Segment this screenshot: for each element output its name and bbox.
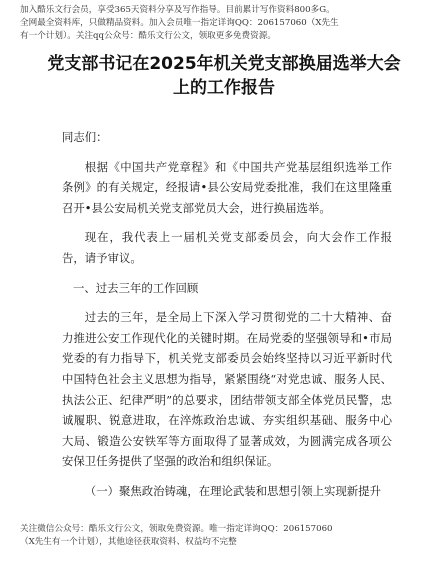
header-notice-line: 全网最全资料库，只做精品资料。加入会员唯一指定详询QQ：206157060（X先生 xyxy=(20,18,339,28)
greeting: 同志们： xyxy=(62,130,108,144)
document-title xyxy=(20,52,428,100)
body-paragraph: 根据《中国共产党章程》和《中国共产党基层组织选举工作条例》的有关规定，经报请•县公安局党委批准，我们在这里隆重召开•县公安局机关党支部党员大会，进行换届选举。 xyxy=(62,159,392,215)
header-notice xyxy=(20,4,432,43)
document-body xyxy=(62,127,392,502)
footer-notice-line: （X先生有一个计划），其他途径获取资料、权益均不完整 xyxy=(20,537,237,547)
title-line: 党支部书记在2025年机关党支部换届选举大会 xyxy=(47,54,401,74)
header-notice-line: 加入酷乐文行会员，享受365天资料分享及写作指导。目前累计写作资料800多G。 xyxy=(20,5,335,15)
header-notice-line: 有一个计划）。关注qq公众号：酷乐文行公文，领取更多免费资源。 xyxy=(20,31,276,41)
footer-notice-line: 关注微信公众号：酷乐文行公文，领取免费资源。唯一指定详询QQ：206157060 xyxy=(20,524,333,534)
section-heading: 一、过去三年的工作回顾 xyxy=(73,280,199,295)
body-paragraph: 现在，我代表上一届机关党支部委员会，向大会作工作报告，请予审议。 xyxy=(62,230,392,265)
title-line: 上的工作报告 xyxy=(173,78,275,98)
subsection-heading: （一）聚焦政治铸魂，在理论武装和思想引领上实现新提升 xyxy=(84,483,381,498)
section-paragraph: 过去的三年，是全局上下深入学习贯彻党的二十大精神、奋力推进公安工作现代化的关键时期。在局党委的坚强领导和•市局党委的有力指导下，机关党支部委员会始终坚持以习近平新时代中国特色社会主义思想为指导，紧紧围绕“对党忠诚、服务人民、执法公正、纪律严明”的总要求，团结带领支部全体党员民警，忠诚履职、锐意进取，在淬炼政治忠诚、夯实组织基础、服务中心大局、锻造公安铁军等方面取得了显著成效，为圆满完成各项公安保卫任务提供了坚强的政治和组织保证。 xyxy=(62,310,392,469)
footer-notice xyxy=(20,523,432,549)
